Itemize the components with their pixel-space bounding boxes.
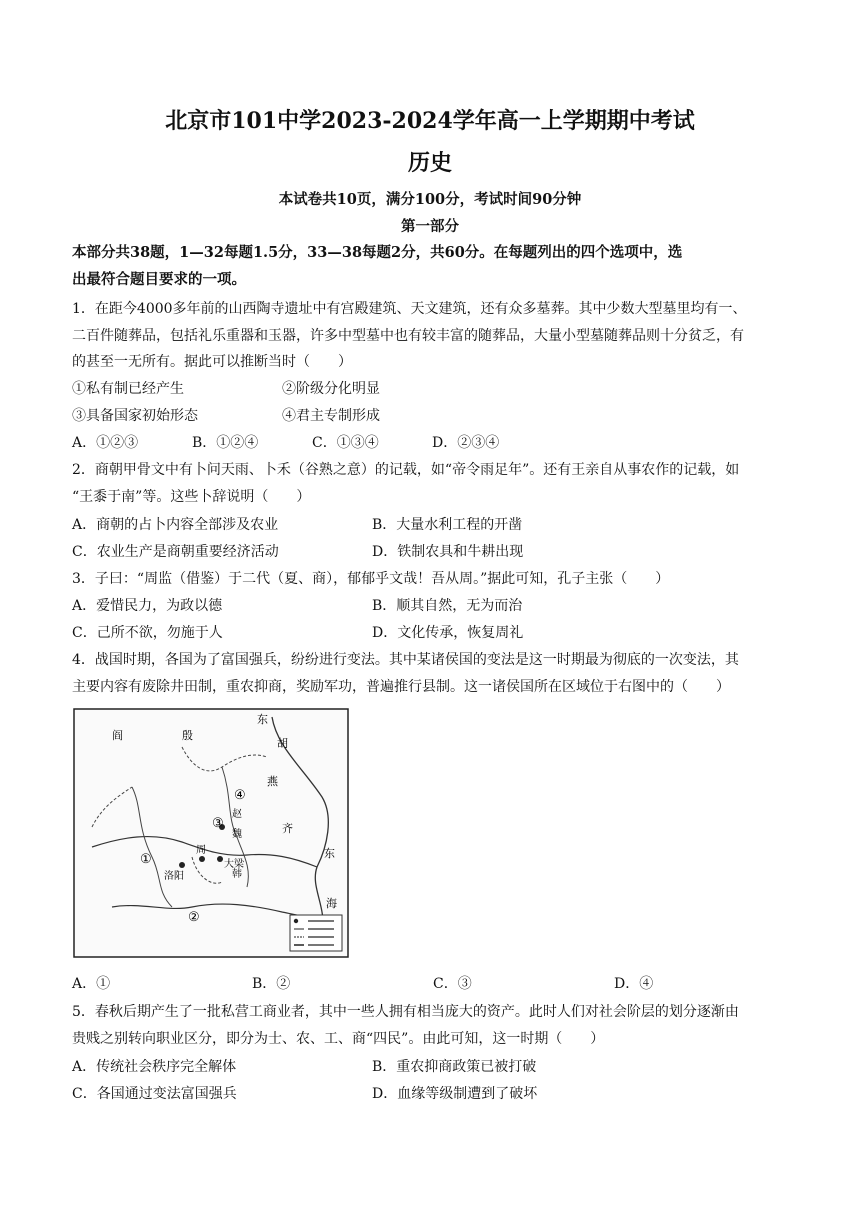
map-label: 大梁 — [224, 859, 244, 870]
q2-option-b: B．大量水利工程的开凿 — [372, 517, 523, 533]
q4-text-line-1: 4．战国时期，各国为了富国强兵，纷纷进行变法。其中某诸侯国的变法是这一时期最为彻底的一次变法，其 — [72, 652, 739, 668]
map-label: 燕 — [267, 775, 278, 788]
q5-text-line-2: 贵贱之别转向职业区分，即分为士、农、工、商“四民”。由此可知，这一时期（ ） — [72, 1031, 605, 1047]
q5-option-c: C．各国通过变法富国强兵 — [72, 1086, 237, 1102]
q1-option-b: B．①②④ — [192, 435, 259, 451]
map-label: 殷 — [182, 729, 193, 742]
section-title: 第一部分 — [401, 218, 459, 235]
q3-option-a: A．爱惜民力，为政以德 — [72, 598, 223, 614]
q5-text-line-1: 5．春秋后期产生了一批私营工商业者，其中一些人拥有相当庞大的资产。此时人们对社会阶层的划分逐渐由 — [72, 1004, 739, 1020]
q1-item-4: ④君主专制形成 — [282, 408, 380, 424]
instructions-line-1: 本部分共38题，1—32每题1.5分，33—38每题2分，共60分。在每题列出的四个选项中，选 — [72, 244, 683, 261]
q2-text-line-1: 2．商朝甲骨文中有卜问天雨、卜禾（谷熟之意）的记载，如“帝令雨足年”。还有王亲自从事农作的记载，如 — [72, 462, 740, 478]
subject-title: 历史 — [407, 150, 452, 176]
q2-option-c: C．农业生产是商朝重要经济活动 — [72, 544, 279, 560]
exam-title: 北京市101中学2023-2024学年高一上学期期中考试 — [165, 108, 695, 134]
q1-text-line-3: 的甚至一无所有。据此可以推断当时（ ） — [72, 354, 352, 370]
q1-item-3: ③具备国家初始形态 — [72, 408, 198, 424]
q5-option-d: D．血缘等级制遭到了破坏 — [372, 1086, 538, 1102]
city-marker-daliang — [217, 856, 223, 862]
city-marker-zhou — [199, 856, 205, 862]
q3-option-d: D．文化传承，恢复周礼 — [372, 625, 524, 641]
map-label: 胡 — [277, 737, 288, 750]
q4-option-a: A．① — [72, 976, 111, 992]
map-marker-3: ③ — [212, 816, 224, 831]
q5-option-a: A．传统社会秩序完全解体 — [72, 1059, 237, 1075]
q1-text-line-1: 1．在距今4000多年前的山西陶寺遗址中有宫殿建筑、天文建筑，还有众多墓葬。其中少数大型墓里均有一、 — [72, 301, 747, 317]
map-label: 东 — [257, 713, 268, 726]
q1-text-line-2: 二百件随葬品，包括礼乐重器和玉器，许多中型墓中也有较丰富的随葬品，大量小型墓随葬品则十分贫乏，有 — [72, 328, 744, 344]
map-label: 魏 — [232, 829, 242, 840]
map-label: 东 — [324, 847, 335, 860]
map-marker-2: ② — [188, 910, 200, 925]
map-marker-1: ① — [140, 852, 152, 867]
city-marker-luoyang — [179, 862, 185, 868]
map-label: 阎 — [112, 729, 123, 742]
exam-info: 本试卷共10页，满分100分，考试时间90分钟 — [278, 191, 582, 208]
map-label: 洛阳 — [164, 871, 184, 882]
warring-states-map — [72, 707, 350, 959]
map-label: 周 — [196, 845, 206, 856]
map-marker-4: ④ — [234, 788, 246, 803]
q1-option-c: C．①③④ — [312, 435, 379, 451]
q1-item-1: ①私有制已经产生 — [72, 381, 184, 397]
map-label: 齐 — [282, 822, 293, 835]
q1-option-d: D．②③④ — [432, 435, 500, 451]
q2-option-a: A．商朝的占卜内容全部涉及农业 — [72, 517, 279, 533]
q3-text-line-1: 3．子曰：“周监（借鉴）于二代（夏、商），郁郁乎文哉！吾从周。”据此可知，孔子主张（ ） — [72, 571, 670, 587]
q2-text-line-2: “王黍于南”等。这些卜辞说明（ ） — [72, 489, 311, 505]
map-label: 韩 — [232, 869, 242, 880]
q1-option-a: A．①②③ — [72, 435, 139, 451]
q5-option-b: B．重农抑商政策已被打破 — [372, 1059, 537, 1075]
q3-option-c: C．己所不欲，勿施于人 — [72, 625, 223, 641]
map-label: 海 — [326, 897, 337, 910]
q3-option-b: B．顺其自然，无为而治 — [372, 598, 523, 614]
q4-text-line-2: 主要内容有废除井田制，重农抑商，奖励军功，普遍推行县制。这一诸侯国所在区域位于右图中的（ ） — [72, 679, 730, 695]
q4-option-b: B．② — [252, 976, 291, 992]
q4-option-d: D．④ — [614, 976, 654, 992]
q4-option-c: C．③ — [433, 976, 472, 992]
q1-item-2: ②阶级分化明显 — [282, 381, 380, 397]
map-label: 赵 — [232, 809, 242, 820]
q2-option-d: D．铁制农具和牛耕出现 — [372, 544, 524, 560]
instructions-line-2: 出最符合题目要求的一项。 — [72, 271, 246, 288]
